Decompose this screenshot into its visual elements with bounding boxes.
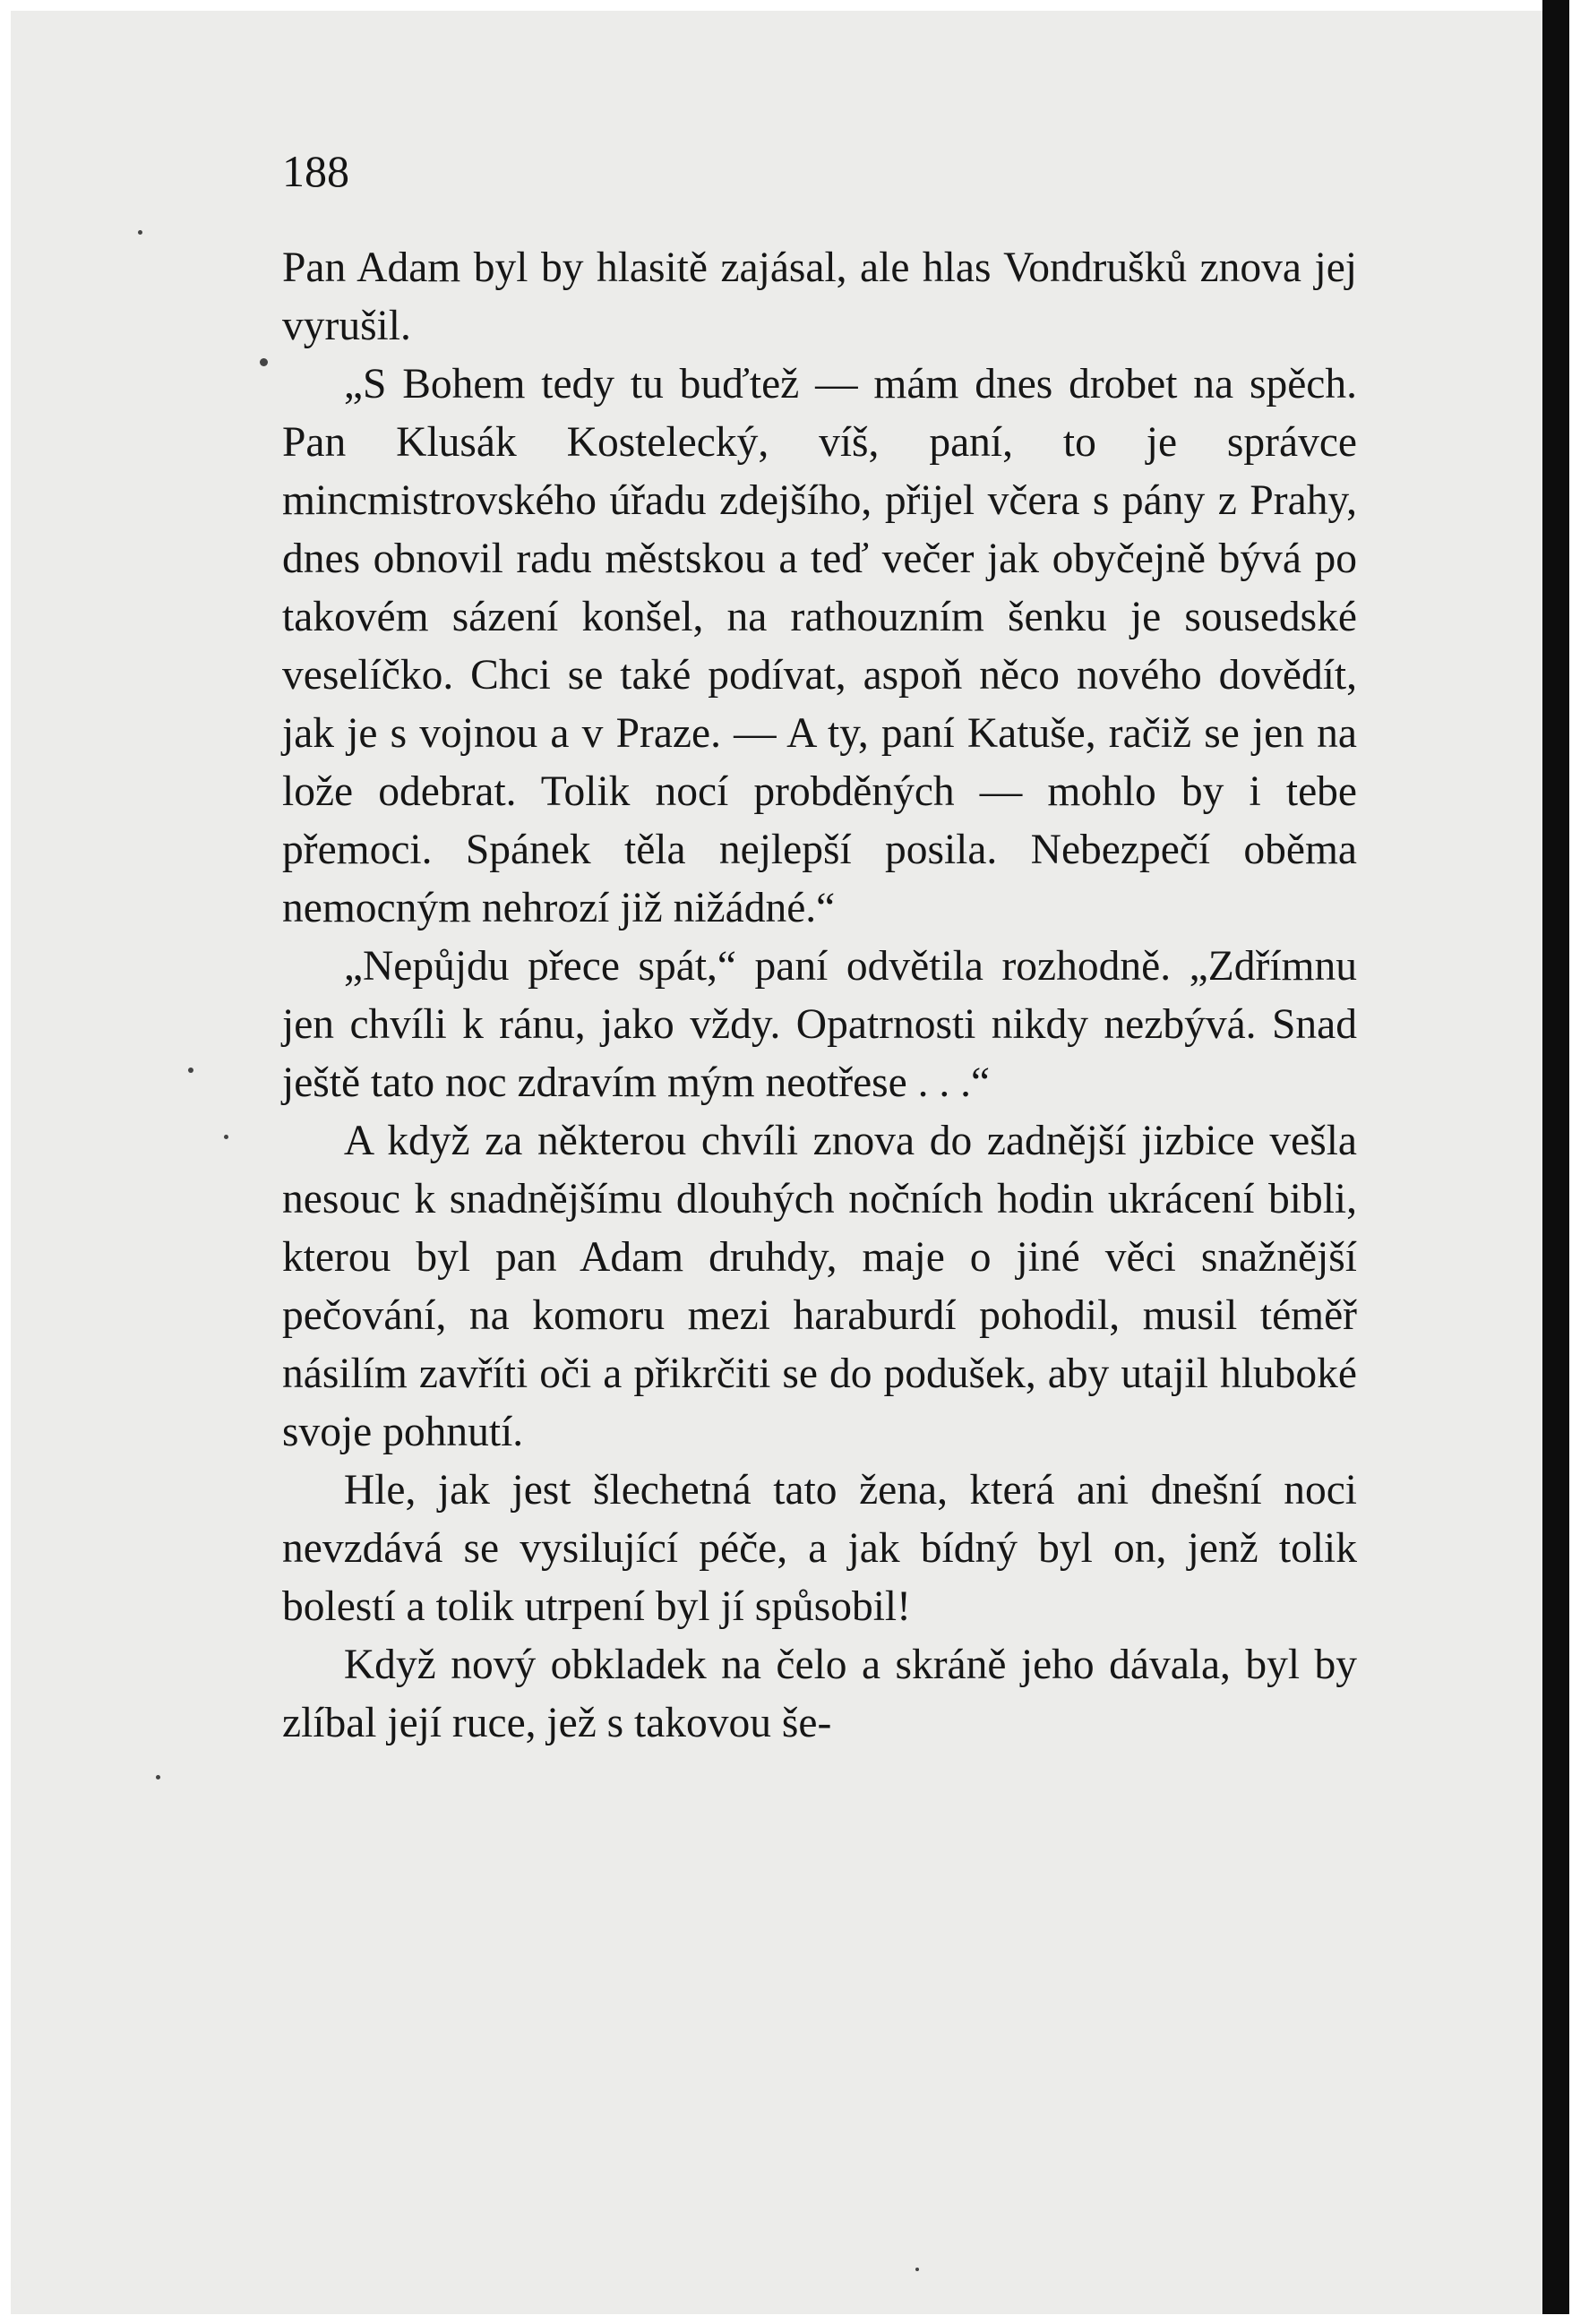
ink-speck: [915, 2268, 919, 2271]
paragraph: „Nepůjdu přece spát,“ paní odvětila rozhodně. „Zdřímnu jen chvíli k ránu, jako vždy. Opatrnosti nikdy nezbývá. Snad ještě tato noc zdravím mým neotřese . . .“: [282, 943, 1357, 1106]
paragraph: Když nový obkladek na čelo a skráně jeho dávala, byl by zlíbal její ruce, jež s takovou še-: [282, 1642, 1357, 1746]
paragraph: A když za některou chvíli znova do zadnější jizbice vešla nesouc k snadnějšímu dlouhých nočních hodin ukrácení bibli, kterou byl pan Adam druhdy, maje o jiné věci snažnější pečování, na komoru mezi haraburdí pohodil, musil téměř násilím zavříti oči a přikrčiti se do podušek, aby utajil hluboké svoje pohnutí.: [282, 1118, 1357, 1455]
ink-speck: [138, 230, 142, 235]
ink-speck: [188, 1068, 193, 1073]
ink-speck: [156, 1775, 160, 1779]
book-page: [11, 11, 1542, 2314]
paragraph: Hle, jak jest šlechetná tato žena, která ani dnešní noci nevzdává se vysilující péče, a jak bídný byl on, jenž tolik bolestí a tolik utrpení byl jí spůsobil!: [282, 1467, 1357, 1630]
scan-edge-bottom: [0, 2314, 1589, 2324]
body-text: [282, 239, 1357, 1753]
paragraph: „S Bohem tedy tu buďtež — mám dnes drobet na spěch. Pan Klusák Kostelecký, víš, paní, to je správce mincmistrovského úřadu zdejšího, přijel včera s pány z Prahy, dnes obnovil radu městskou a teď večer jak obyčejně bývá po takovém sázení konšel, na rathouzním šenku je sousedské veselíčko. Chci se také podívat, aspoň něco nového dovědít, jak je s vojnou a v Praze. — A ty, paní Katuše, račiž se jen na lože odebrat. Tolik nocí probděných — mohlo by i tebe přemoci. Spánek těla nejlepší posila. Nebezpečí oběma nemocným nehrozí již nižádné.“: [282, 361, 1357, 931]
scan-edge-right: [1542, 0, 1569, 2324]
ink-speck: [224, 1135, 228, 1139]
paragraph: Pan Adam byl by hlasitě zajásal, ale hlas Vondrušků znova jej vyrušil.: [282, 244, 1357, 349]
page-number: 188: [282, 146, 349, 196]
ink-speck: [260, 358, 268, 366]
